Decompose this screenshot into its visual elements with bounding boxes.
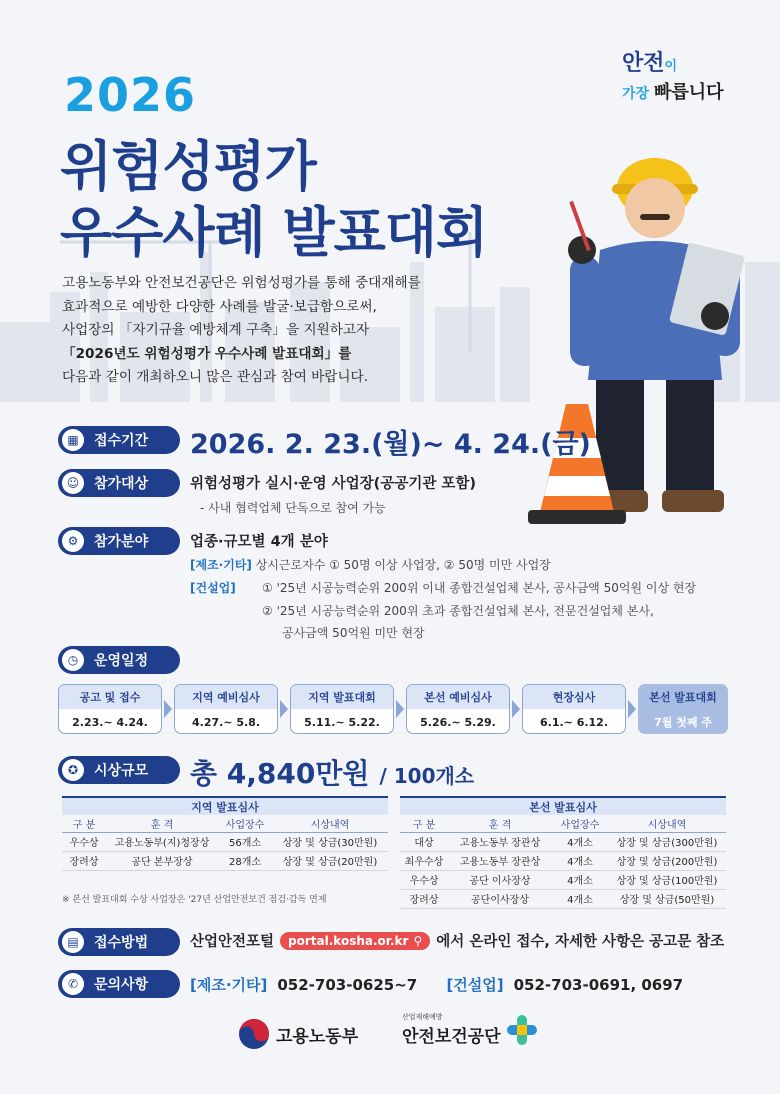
contact-phone-2: 052-703-0691, 0697 <box>513 976 684 994</box>
contact-tag-construction: [건설업] <box>446 976 504 994</box>
table-cell: 4개소 <box>552 832 608 851</box>
table-cell: 고용노동부 장관상 <box>448 832 552 851</box>
section-schedule <box>58 646 180 674</box>
arrow-right-icon <box>280 700 288 718</box>
table-header: 구 분 <box>400 815 448 832</box>
table-cell: 우수상 <box>400 870 448 889</box>
table-cell: 상장 및 상금(100만원) <box>608 870 726 889</box>
final-award-table <box>400 796 726 909</box>
section-contact-label: 문의사항 <box>94 977 149 993</box>
regional-table-title: 지역 발표심사 <box>62 797 388 815</box>
schedule-flow <box>58 684 728 736</box>
schedule-step-date: 4.27.~ 5.8. <box>191 715 261 729</box>
table-row <box>400 870 726 889</box>
search-icon: ⚲ <box>413 933 423 948</box>
contact-tag-manufacturing: [제조·기타] <box>190 976 268 994</box>
table-row <box>400 889 726 908</box>
slogan-bold: 빠릅니다 <box>653 82 724 103</box>
contact-info <box>190 974 683 995</box>
table-cell: 4개소 <box>552 851 608 870</box>
section-field <box>58 527 180 555</box>
section-target-label: 참가대상 <box>94 476 149 492</box>
section-field-label: 참가분야 <box>94 534 149 550</box>
field-text-1: 상시근로자수 ① 50명 이상 사업장, ② 50명 미만 사업장 <box>255 558 551 572</box>
period-value: 2026. 2. 23.(월)~ 4. 24.(금) <box>190 429 591 460</box>
section-period-label: 접수기간 <box>94 433 149 449</box>
section-schedule-label: 운영일정 <box>94 653 149 669</box>
table-cell: 대상 <box>400 832 448 851</box>
table-cell: 장려상 <box>62 851 106 870</box>
table-cell: 56개소 <box>218 832 272 851</box>
intro-line-1: 고용노동부와 안전보건공단은 위험성평가를 통해 중대재해를 <box>62 275 421 291</box>
table-row <box>62 832 388 851</box>
section-contact <box>58 970 180 998</box>
table-cell: 장려상 <box>400 889 448 908</box>
apply-prefix: 산업안전포털 <box>190 934 275 950</box>
contact-phone-1: 052-703-0625~7 <box>277 976 418 994</box>
section-target <box>58 469 180 497</box>
field-text-2a: ① '25년 시공능력순위 200위 이내 종합건설업체 본사, 공사금액 50억원 이상 현장 <box>262 581 697 595</box>
schedule-step <box>174 684 278 734</box>
intro-paragraph <box>62 272 532 390</box>
intro-line-4: 「2026년도 위험성평가 우수사례 발표대회」를 <box>62 345 352 362</box>
regional-award-table <box>62 796 388 871</box>
portal-link[interactable] <box>280 932 430 950</box>
apply-suffix: 에서 온라인 접수, 자세한 사항은 공고문 참조 <box>436 934 725 950</box>
schedule-step <box>58 684 162 734</box>
schedule-step <box>522 684 626 734</box>
table-cell: 28개소 <box>218 851 272 870</box>
field-tag-construction: [건설업] <box>190 581 236 595</box>
table-cell: 상장 및 상금(200만원) <box>608 851 726 870</box>
arrow-right-icon <box>396 700 404 718</box>
schedule-step-final <box>638 684 728 734</box>
table-header: 사업장수 <box>552 815 608 832</box>
schedule-step-title: 지역 예비심사 <box>175 685 277 709</box>
prize-count: / 100개소 <box>379 764 475 788</box>
kosha-cross-icon <box>505 1013 539 1047</box>
table-row <box>400 851 726 870</box>
clock-icon: ◷ <box>62 649 84 671</box>
table-cell: 상장 및 상금(20만원) <box>272 851 388 870</box>
table-cell: 상장 및 상금(300만원) <box>608 832 726 851</box>
table-header: 시상내역 <box>608 815 726 832</box>
field-text-2c: 공사금액 50억원 미만 현장 <box>282 626 425 640</box>
table-cell: 공단이사장상 <box>448 889 552 908</box>
field-line-2 <box>190 579 236 596</box>
apply-method <box>190 930 724 951</box>
table-cell: 공단 본부장상 <box>106 851 218 870</box>
schedule-step-title: 본선 발표대회 <box>639 685 727 709</box>
schedule-step-title: 지역 발표대회 <box>291 685 393 709</box>
intro-line-5: 다음과 같이 개최하오니 많은 관심과 참여 바랍니다. <box>62 369 369 385</box>
slogan-logo <box>622 46 724 104</box>
kosha-logo-subtext: 산업재해예방 <box>402 1013 443 1021</box>
section-apply <box>58 928 180 956</box>
table-header: 사업장수 <box>218 815 272 832</box>
traffic-cone-icon <box>522 400 632 530</box>
table-cell: 최우수상 <box>400 851 448 870</box>
intro-line-3: 사업장의 「자기규율 예방체계 구축」을 지원하고자 <box>62 322 370 338</box>
slogan-sub: 가장 <box>622 86 650 102</box>
table-cell: 상장 및 상금(50만원) <box>608 889 726 908</box>
kosha-logo-text: 안전보건공단 <box>402 1027 501 1047</box>
arrow-right-icon <box>628 700 636 718</box>
schedule-step-date: 2.23.~ 4.24. <box>72 715 148 729</box>
section-prize-label: 시상규모 <box>94 763 149 779</box>
schedule-step-date: 7월 첫째 주 <box>654 716 712 729</box>
table-header: 구 분 <box>62 815 106 832</box>
table-cell: 고용노동부(지)청장상 <box>106 832 218 851</box>
page-title-line1: 위험성평가 <box>60 135 316 198</box>
table-cell: 상장 및 상금(30만원) <box>272 832 388 851</box>
field-text-2b: ② '25년 시공능력순위 200위 초과 종합건설업체 본사, 전문건설업체 본사, <box>262 604 654 618</box>
phone-icon: ✆ <box>62 973 84 995</box>
target-value: 위험성평가 실시·운영 사업장(공공기관 포함) <box>190 476 477 492</box>
schedule-step-title: 공고 및 접수 <box>59 685 161 709</box>
gear-icon: ⚙ <box>62 530 84 552</box>
taegeuk-icon <box>238 1018 270 1050</box>
prize-total-amount: 총 4,840만원 <box>190 757 370 790</box>
table-cell: 4개소 <box>552 889 608 908</box>
field-tag-manufacturing: [제조·기타] <box>190 558 252 572</box>
page-title-line2: 우수사례 발표대회 <box>60 201 488 264</box>
final-table-title: 본선 발표심사 <box>400 797 726 815</box>
section-prize <box>58 756 180 784</box>
section-period <box>58 426 180 454</box>
arrow-right-icon <box>512 700 520 718</box>
schedule-step-title: 본선 예비심사 <box>407 685 509 709</box>
table-header: 훈 격 <box>106 815 218 832</box>
schedule-step-title: 현장심사 <box>523 685 625 709</box>
table-cell: 4개소 <box>552 870 608 889</box>
kosha-logo <box>402 1012 539 1047</box>
schedule-step <box>290 684 394 734</box>
field-line-1 <box>190 556 551 573</box>
moel-logo <box>238 1018 358 1050</box>
medal-icon: ✪ <box>62 759 84 781</box>
prize-total <box>190 752 474 792</box>
person-icon: ☺ <box>62 472 84 494</box>
schedule-step-date: 5.26.~ 5.29. <box>420 715 496 729</box>
slogan-main: 안전 <box>622 51 665 76</box>
slogan-small: 이 <box>664 59 678 74</box>
field-value: 업종·규모별 4개 분야 <box>190 534 328 550</box>
event-year: 2026 <box>64 68 197 122</box>
table-cell: 고용노동부 장관상 <box>448 851 552 870</box>
table-header: 훈 격 <box>448 815 552 832</box>
document-icon: ▤ <box>62 931 84 953</box>
schedule-step-date: 6.1.~ 6.12. <box>539 715 609 729</box>
moel-logo-text: 고용노동부 <box>276 1026 359 1047</box>
schedule-step-date: 5.11.~ 5.22. <box>304 715 380 729</box>
schedule-step <box>406 684 510 734</box>
table-row <box>400 832 726 851</box>
table-note: ※ 본선 발표대회 수상 사업장은 '27년 산업안전보건 점검·감독 면제 <box>62 895 327 905</box>
target-note: - 사내 협력업체 단독으로 참여 가능 <box>200 501 386 515</box>
table-row <box>62 851 388 870</box>
arrow-right-icon <box>164 700 172 718</box>
section-apply-label: 접수방법 <box>94 935 149 951</box>
table-header: 시상내역 <box>272 815 388 832</box>
intro-line-2: 효과적으로 예방한 다양한 사례를 발굴·보급함으로써, <box>62 298 377 315</box>
table-cell: 우수상 <box>62 832 106 851</box>
calendar-icon: ▦ <box>62 429 84 451</box>
table-cell: 공단 이사장상 <box>448 870 552 889</box>
portal-url[interactable]: portal.kosha.or.kr <box>288 933 409 948</box>
